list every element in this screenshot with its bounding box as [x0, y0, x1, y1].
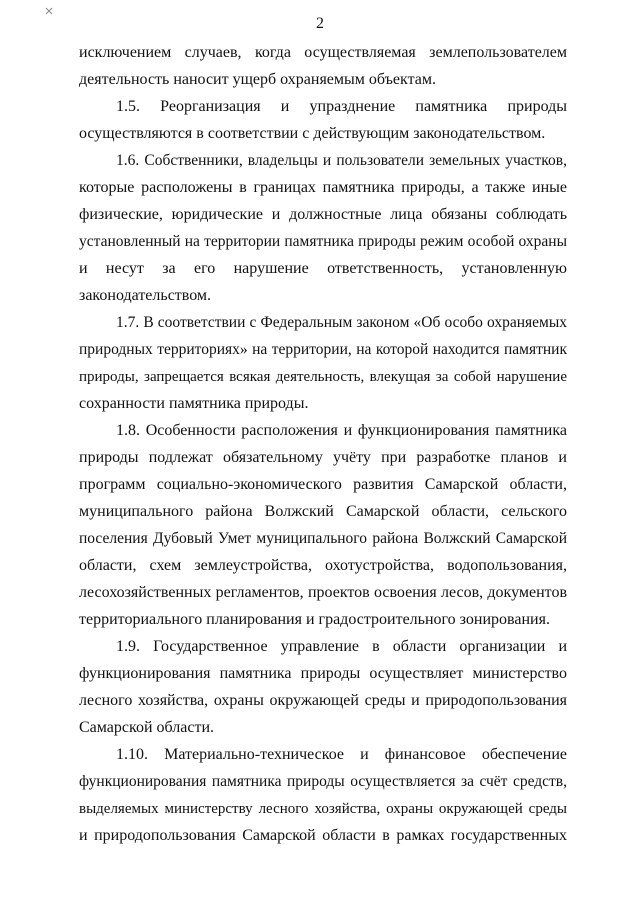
text-line: осуществляются в соответствии с действующим законодательством. [79, 125, 546, 142]
text-line: области, схем землеустройства, охотустройства, водопользования, [79, 557, 567, 574]
text-line: деятельность наносит ущерб охраняемым объектам. [79, 71, 436, 88]
text-line: физические, юридические и должностные лица обязаны соблюдать [79, 206, 567, 223]
text-line: и природопользования Самарской области в рамках государственных [79, 827, 567, 844]
text-line: природных территориях» на территории, на которой находится памятник [79, 341, 567, 358]
text-line: лесохозяйственных регламентов, проектов освоения лесов, документов [79, 584, 567, 601]
text-line: территориального планирования и градостроительного зонирования. [79, 611, 550, 628]
text-line: муниципального района Волжский Самарской области, сельского [79, 503, 567, 520]
text-line: функционирования памятника природы осуществляется за счёт средств, [79, 773, 567, 790]
text-line: программ социально-экономического развития Самарской области, [79, 476, 567, 493]
paragraph-first-line: 1.8. Особенности расположения и функционирования памятника [116, 422, 567, 439]
page-number: 2 [316, 15, 324, 32]
text-line: лесного хозяйства, охраны окружающей среды и природопользования [79, 692, 567, 709]
text-line: природы, запрещается всякая деятельность, влекущая за собой нарушение [79, 369, 567, 385]
paragraph-first-line: 1.6. Собственники, владельцы и пользователи земельных участков, [116, 152, 567, 169]
paragraph-first-line: 1.7. В соответствии с Федеральным законом «Об особо охраняемых [116, 314, 567, 331]
text-line: установленный на территории памятника природы режим особой охраны [79, 233, 567, 250]
text-line: и несут за его нарушение ответственность, установленную [79, 260, 567, 277]
text-line: природы подлежат обязательному учёту при разработке планов и [79, 449, 567, 466]
text-line: функционирования памятника природы осуществляет министерство [79, 665, 567, 682]
text-line: исключением случаев, когда осуществляемая землепользователем [79, 44, 567, 61]
text-line: поселения Дубовый Умет муниципального района Волжский Самарской [79, 530, 567, 547]
text-line: которые расположены в границах памятника природы, а также иные [79, 179, 567, 196]
text-line: сохранности памятника природы. [79, 395, 309, 412]
text-line: законодательством. [79, 287, 212, 304]
paragraph-first-line: 1.9. Государственное управление в области организации и [116, 638, 567, 655]
paragraph-first-line: 1.5. Реорганизация и упразднение памятника природы [116, 98, 567, 115]
text-line: выделяемых министерству лесного хозяйства, охраны окружающей среды [79, 801, 567, 817]
text-line: Самарской области. [79, 719, 214, 736]
paragraph-first-line: 1.10. Материально-техническое и финансовое обеспечение [116, 746, 567, 763]
